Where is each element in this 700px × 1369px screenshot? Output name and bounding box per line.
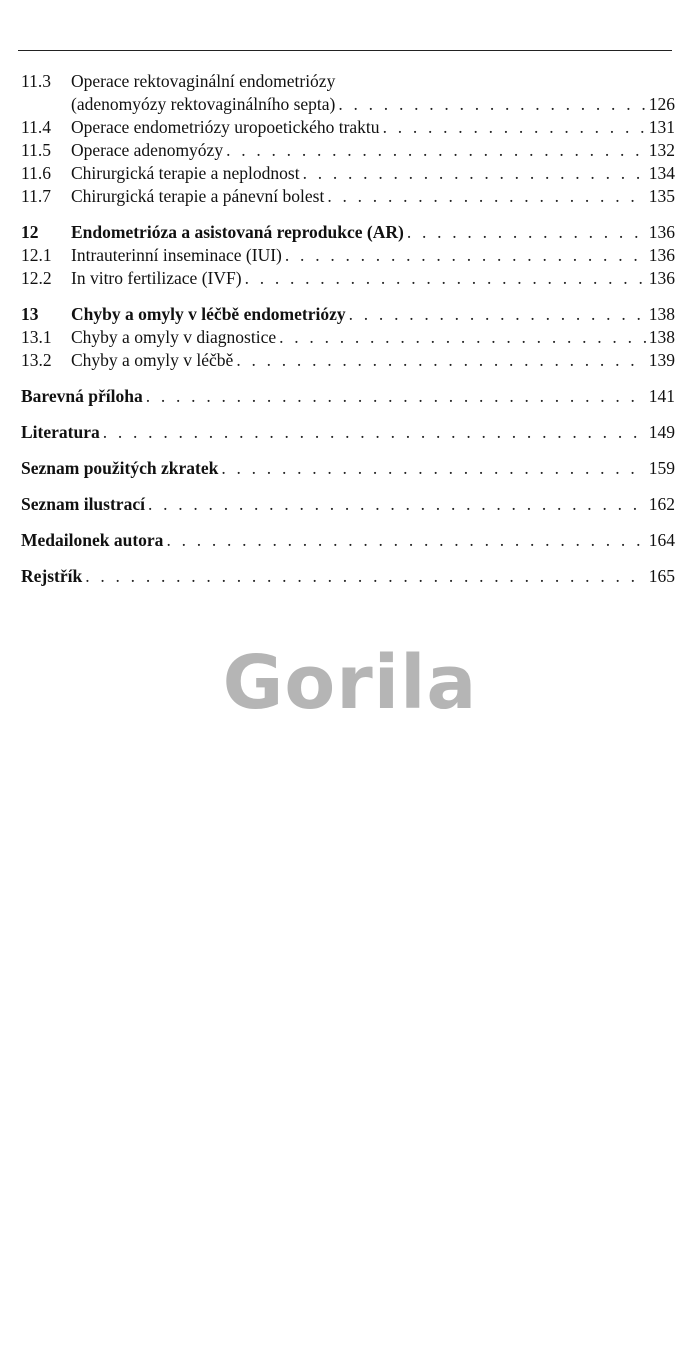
toc-entry-number: 11.7 — [21, 186, 51, 206]
toc-entry-page: 136 — [648, 245, 675, 265]
toc-entry-page: 162 — [648, 494, 675, 514]
toc-entry-number: 13.2 — [21, 350, 52, 370]
top-rule — [18, 50, 672, 51]
toc-entry-title: Chyby a omyly v léčbě endometriózy — [71, 304, 346, 324]
toc-entry-title: Intrauterinní inseminace (IUI) — [71, 245, 282, 265]
toc-entry-title: Chirurgická terapie a neplodnost — [71, 163, 300, 183]
toc-section-barevna-priloha — [21, 385, 675, 408]
toc-entry-title: Literatura — [21, 422, 100, 442]
toc-entry-page: 136 — [648, 268, 675, 288]
toc-entry-11-6 — [21, 162, 675, 185]
toc-entry-13-1 — [21, 326, 675, 349]
toc-entry-12-2 — [21, 267, 675, 290]
toc-entry-number: 13 — [21, 304, 39, 324]
toc-entry-number: 13.1 — [21, 327, 52, 347]
dot-leader — [279, 326, 646, 349]
toc-section-medailonek — [21, 529, 675, 552]
dot-leader — [148, 493, 646, 516]
toc-section-seznam-zkratek — [21, 457, 675, 480]
dot-leader — [226, 139, 646, 162]
toc-entry-number: 11.4 — [21, 117, 51, 137]
toc-section-rejstrik — [21, 565, 675, 588]
toc-entry-page: 138 — [648, 327, 675, 347]
toc-entry-title: Medailonek autora — [21, 530, 164, 550]
toc-entry-number: 12.2 — [21, 268, 52, 288]
dot-leader — [103, 421, 646, 444]
toc-entry-title: Operace adenomyózy — [71, 140, 224, 160]
dot-leader — [221, 457, 645, 480]
toc-section-literatura — [21, 421, 675, 444]
toc-entry-11-4 — [21, 116, 675, 139]
toc-entry-page: 141 — [648, 386, 675, 406]
toc-chapter-12 — [21, 221, 675, 244]
dot-leader — [349, 303, 646, 326]
toc-entry-11-3 — [21, 70, 675, 93]
toc-entry-page: 149 — [648, 422, 675, 442]
dot-leader — [85, 565, 646, 588]
toc-entry-11-5 — [21, 139, 675, 162]
toc-entry-number: 11.3 — [21, 71, 51, 91]
toc-entry-page: 138 — [648, 304, 675, 324]
toc-entry-page: 135 — [648, 186, 675, 206]
toc-entry-number: 12 — [21, 222, 39, 242]
toc-entry-11-7 — [21, 185, 675, 208]
toc-entry-page: 164 — [648, 530, 675, 550]
toc-entry-page: 131 — [648, 117, 675, 137]
toc-entry-12-1 — [21, 244, 675, 267]
toc-entry-11-3-continued — [21, 93, 675, 116]
toc-entry-page: 165 — [648, 566, 675, 586]
toc-entry-title: Rejstřík — [21, 566, 83, 586]
dot-leader — [245, 267, 646, 290]
toc-entry-page: 132 — [648, 140, 675, 160]
dot-leader — [146, 385, 646, 408]
toc-chapter-13 — [21, 303, 675, 326]
dot-leader — [327, 185, 645, 208]
toc-entry-page: 136 — [648, 222, 675, 242]
dot-leader — [285, 244, 646, 267]
toc-entry-13-2 — [21, 349, 675, 372]
dot-leader — [338, 93, 645, 116]
toc-entry-title: Seznam použitých zkratek — [21, 458, 219, 478]
toc-entry-title: Endometrióza a asistovaná reprodukce (AR) — [71, 222, 404, 242]
dot-leader — [236, 349, 645, 372]
toc-entry-title: In vitro fertilizace (IVF) — [71, 268, 242, 288]
toc-section-seznam-ilustraci — [21, 493, 675, 516]
toc-entry-page: 134 — [648, 163, 675, 183]
toc-entry-number: 11.5 — [21, 140, 51, 160]
toc-entry-page: 139 — [648, 350, 675, 370]
table-of-contents — [21, 70, 675, 588]
toc-entry-title: Chyby a omyly v léčbě — [71, 350, 234, 370]
toc-entry-title: Barevná příloha — [21, 386, 143, 406]
dot-leader — [303, 162, 646, 185]
toc-entry-title: (adenomyózy rektovaginálního septa) — [71, 94, 336, 114]
toc-entry-number: 11.6 — [21, 163, 51, 183]
toc-entry-page: 159 — [648, 458, 675, 478]
dot-leader — [166, 529, 645, 552]
toc-entry-title: Operace rektovaginální endometriózy — [71, 71, 336, 91]
toc-entry-title: Operace endometriózy uropoetického traktu — [71, 117, 380, 137]
toc-entry-title: Chirurgická terapie a pánevní bolest — [71, 186, 325, 206]
toc-entry-title: Chyby a omyly v diagnostice — [71, 327, 277, 347]
dot-leader — [407, 221, 646, 244]
toc-entry-title: Seznam ilustrací — [21, 494, 145, 514]
toc-entry-page: 126 — [648, 94, 675, 114]
dot-leader — [383, 116, 646, 139]
toc-entry-number: 12.1 — [21, 245, 52, 265]
gorila-watermark-logo: Gorila — [222, 640, 478, 726]
